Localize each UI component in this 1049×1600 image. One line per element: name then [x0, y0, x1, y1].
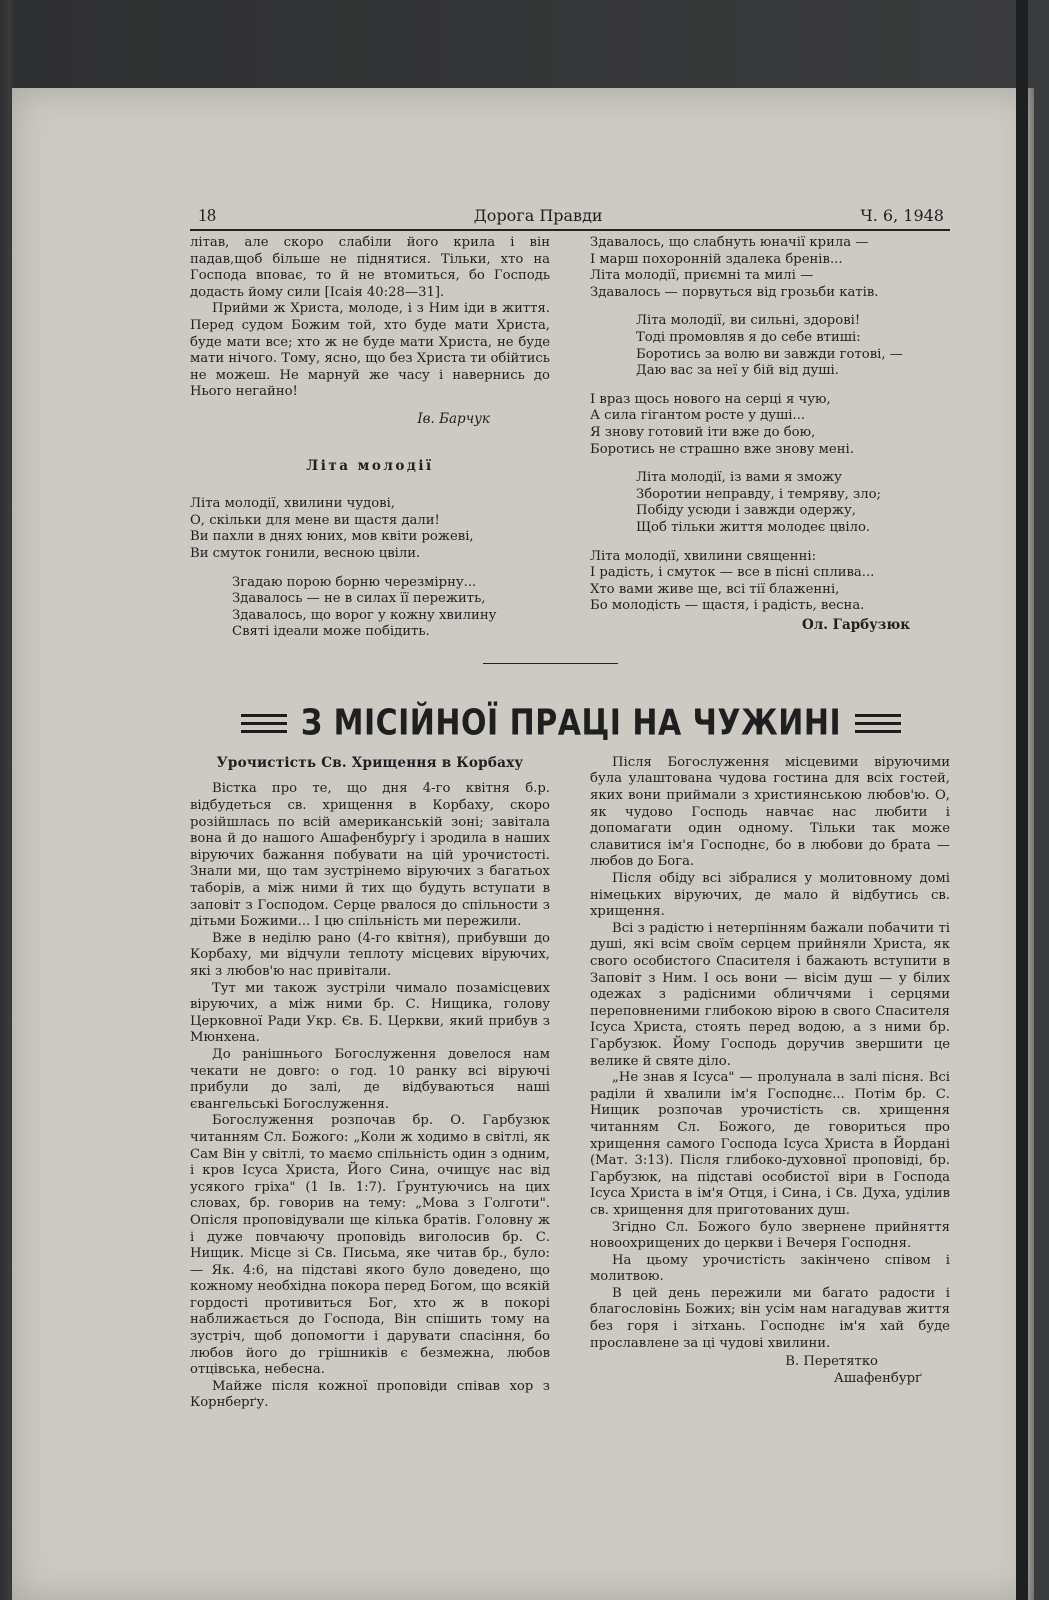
journal-title: Дорога Правди [473, 206, 603, 225]
poem-line: Даю вас за неї у бій від душі. [636, 363, 839, 379]
signature-place: Ашафенбурґ [833, 1370, 922, 1386]
paragraph: літав, але скоро слабіли його крила і він падав,щоб більше не піднятися. Тільки, хто на Господа вповає, то й не втомиться, бо Господь додасть йому сили [Ісаія 40:28—31]. [190, 235, 550, 300]
paragraph: Після обіду всі зібралися у молитовному домі німецьких віруючих, де мало й відбутись св. хрищення. [590, 871, 950, 920]
poem-line: Боротись не страшно вже знову мені. [590, 441, 854, 457]
poem-line: Хто вами живе ще, всі тії блаженні, [590, 581, 840, 597]
poem-stanza [190, 496, 550, 562]
poem-stanza [590, 549, 950, 615]
article-author: Ів. Барчук [417, 410, 490, 427]
poem-stanza [590, 392, 950, 458]
poem-stanza [590, 313, 950, 379]
poem-stanza [590, 235, 950, 301]
issue-label: Ч. 6, 1948 [860, 206, 944, 225]
poem-line: Здавалось — порвуться від грозьби катів. [590, 284, 879, 300]
poem-line: Ви смуток гонили, весною цвіли. [190, 545, 421, 561]
poem-stanza [590, 470, 950, 536]
paragraph: В цей день пережили ми багато радости і благословінь Божих; він усім нам нагадував життя без горя і зітхань. Господнє ім'я хай буде прославлене за ці чудові хвилини. [590, 1285, 950, 1351]
poem-line: Здавалось, що ворог у кожну хвилину [232, 607, 497, 623]
article-title: Урочистість Св. Хрищення в Корбаху [216, 754, 524, 771]
poem-line: Літа молодії, хвилини священні: [590, 548, 817, 564]
section-title: З МІСІЙНОЇ ПРАЦІ НА ЧУЖИНІ [300, 702, 842, 745]
poem-line: Зборотии неправду, і темряву, зло; [636, 486, 881, 502]
poem-line: Святі ідеали може побідить. [232, 624, 430, 640]
paragraph: „Не знав я Ісуса" — пролунала в залі пісня. Всі раділи й хвалили ім'я Господнє... Потім бр. С. Нищик розпочав урочистість св. хрищення читанням Сл. Божого, де говориться про хрищення самого Господа Ісуса Христа в Йордані (Мат. 3:13). Після глибоко-духовної проповіді, бр. Гарбузюк, на підставі особистої віри в Господа Ісуса Христа в ім'я Отця, і Сина, і Св. Духа, уділив св. хрищення для приготованих душ. [590, 1070, 950, 1218]
poem-line: Літа молодії, приємні та милі — [590, 268, 814, 284]
poem-line: Боротись за волю ви завжди готові, — [636, 346, 903, 362]
poem-line: І враз щось нового на серці я чую, [590, 391, 831, 407]
paragraph: До ранішнього Богослуження довелося нам чекати не довго: о год. 10 ранку всі віруючі прибули до залі, де відбуваються наші євангельські Богослуження. [190, 1046, 550, 1112]
paragraph: Прийми ж Христа, молоде, і з Ним іди в життя. Перед судом Божим той, хто буде мати Христа, буде мати все; хто ж не буде мати Христа, не буде мати нічого. Тому, ясно, що без Христа ти обійтись не можеш. Не марнуй же часу і навернись до Нього негайно! [190, 301, 550, 400]
top-columns [190, 235, 950, 653]
section-heading [186, 702, 956, 745]
poem-line: І радість, і смуток — все в пісні сплива... [590, 565, 875, 581]
binding-edge [1016, 0, 1028, 1600]
page-number: 18 [198, 205, 216, 225]
poem-line: Літа молодії, хвилини чудові, [190, 496, 395, 512]
section-divider [483, 663, 618, 664]
poem-line: Здавалось — не в силах її пережить, [232, 591, 486, 607]
paragraph: На цьому урочистість закінчено співом і молитвою. [590, 1252, 950, 1285]
top-right-column [590, 235, 950, 653]
heading-ornament-right [855, 714, 901, 733]
signature-name: В. Перетятко [785, 1354, 878, 1370]
poem-title: Літа молодії [306, 457, 434, 474]
poem-line: А сила гігантом росте у душі... [590, 408, 806, 424]
poem-line: Тоді промовляв я до себе втиші: [636, 329, 861, 345]
poem-line: І марш похоронній здалека бренів... [590, 251, 843, 267]
poem-line: Бо молодість — щастя, і радість, весна. [590, 598, 865, 614]
paragraph: Вістка про те, що дня 4-го квітня б.р. відбудеться св. хрищення в Корбаху, скоро розійшлась по всій американській зоні; завітала вона й до нашого Ашафенбурґу і зродила в наших вірyючих бажання побувати на цій урочистості. Знали ми, що там зустрінемо віруючих з багатьох таборів, а між ними й тих що будуть вступати в заповіт з Господом. Серце рвалося до спільности з дітьми Божими... І цю спільність ми пережили. [190, 781, 550, 930]
article-columns [190, 755, 950, 1412]
page-content [190, 205, 950, 1412]
poem-line: Здавалось, що слабнуть юначії крила — [590, 235, 869, 250]
paragraph: Після Богослуження місцевими віруючими була улаштована чудова гостина для всіх гостей, яких вони приймали з християнською любов'ю. О, як чудово Господь навчає нас любити і допомагати один одному. Тільки так може славитися ім'я Господнє, бо в любови до брата — любов до Бога. [590, 754, 950, 870]
running-head [190, 205, 950, 231]
paragraph: Всі з радістю і нетерпінням бажали побачити ті душі, які всім своїм серцем прийняли Христа, як свого особистого Спасителя і бажають вступити в Заповіт з Ним. І ось вони — вісім душ — у білих одежах з радісними обличчями і серцями переповненими глибокою вірою в свого Спасителя Ісуса Христа, стоять перед водою, а з ними бр. Гарбузюк. Йому Господь доручив звершити це велике й святе діло. [590, 920, 950, 1069]
poem-line: Щоб тільки життя молодеє цвіло. [636, 519, 871, 535]
paragraph: Тут ми також зустріли чимало позамісцевих віруючих, а між ними бр. С. Нищика, голову Церковної Ради Укр. Єв. Б. Церкви, який прибув з Мюнхена. [190, 980, 550, 1046]
paragraph: Майже після кожної проповіди співав хор з Корнберґу. [190, 1378, 550, 1411]
poem-author: Ол. Гарбузюк [801, 616, 910, 633]
paragraph: Богослуження розпочав бр. О. Гарбузюк читанням Сл. Божого: „Коли ж ходимо в світлі, як Сам Він у світлі, то маємо спільність один з одним, і кров Ісуса Христа, Його Сина, очищує нас від усякого гріха" (1 Ів. 1:7). Ґрунтуючись на цих словах, бр. говорив на тему: „Мова з Голготи". Опісля проповідували ще кілька братів. Головну ж і дуже повчаючу проповідь виголосив бр. С. Нищик. Місце зі Св. Письма, яке читав бр., було: — Як. 4:6, на підставі якого було доведено, що кожному необхідна покора перед Богом, що всякій гордості противиться Бог, хто ж в покорі наближається до Господа, Він спішить тому на зустріч, щоб допомогти і дарувати спасіння, бо любов його до грішників є безмежна, любов отцівська, небесна. [190, 1113, 550, 1378]
poem-line: О, скільки для мене ви щастя дали! [190, 512, 440, 528]
poem-line: Літа молодії, із вами я зможу [636, 470, 842, 486]
paragraph: Вже в неділю рано (4-го квітня), прибувши до Корбаху, ми відчули теплоту місцевих віруючих, які з любов'ю нас привітали. [190, 930, 550, 979]
heading-ornament-left [241, 714, 287, 733]
poem-line: Я знову готовий іти вже до бою, [590, 424, 816, 440]
poem-line: Згадаю порою борню черезмірну... [232, 574, 477, 590]
article-left-column [190, 755, 550, 1412]
poem-line: Ви пахли в днях юних, мов квіти рожеві, [190, 529, 474, 545]
poem-stanza [190, 575, 550, 641]
article-right-column [590, 755, 950, 1412]
poem-line: Літа молодії, ви сильні, здорові! [636, 313, 861, 329]
poem-line: Побіду усюди і завжди одержу, [636, 503, 856, 519]
paragraph: Згідно Сл. Божого було звернене прийняття новоохрищених до церкви і Вечеря Господня. [590, 1219, 950, 1252]
top-left-column [190, 235, 550, 653]
